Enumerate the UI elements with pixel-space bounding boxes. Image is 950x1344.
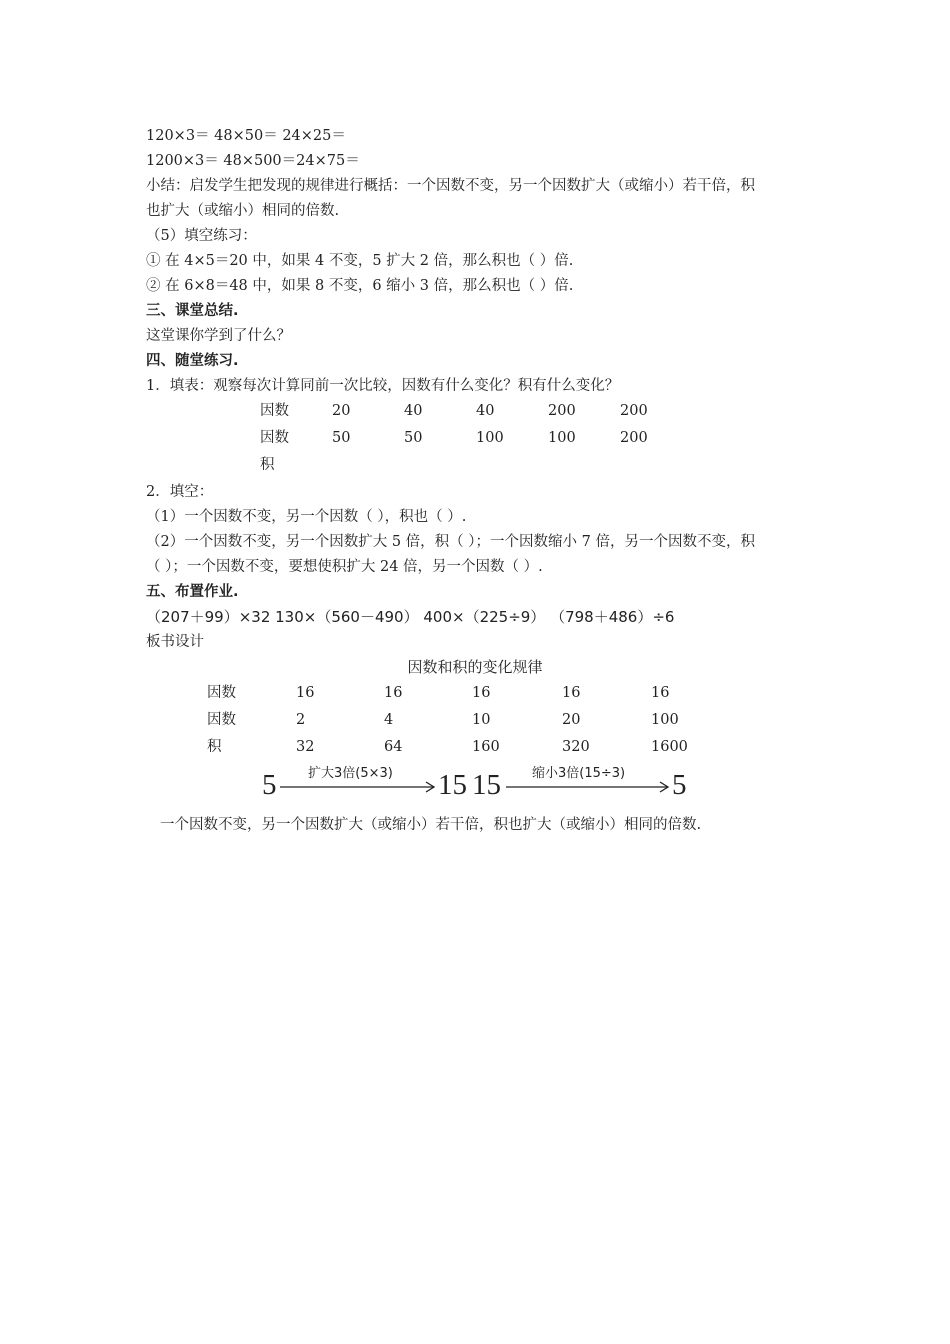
diagram-left-end: 15 — [438, 769, 467, 801]
table-cell: 16 — [472, 685, 491, 701]
table-cell: 200 — [620, 430, 648, 446]
table-cell: 100 — [476, 430, 504, 446]
homework-line: （207＋99）×32 130×（560－490） 400×（225÷9） （798＋486）÷6 — [146, 608, 675, 626]
diagram-right-start: 15 — [472, 769, 501, 801]
diagram-left-start: 5 — [262, 769, 277, 801]
table-cell: 16 — [651, 685, 670, 701]
table-cell: 2 — [296, 712, 306, 728]
practice-item-1: ① 在 4×5＝20 中，如果 4 不变，5 扩大 2 倍，那么积也（ ）倍. — [146, 253, 574, 269]
table-cell: 积 — [207, 739, 222, 755]
table-cell: 20 — [562, 712, 581, 728]
table-cell: 32 — [296, 739, 315, 755]
exercise-2-item-2a: （2）一个因数不变，另一个因数扩大 5 倍，积（ ）；一个因数缩小 7 倍，另一个因数不变，积 — [146, 534, 755, 550]
calc-line-1: 120×3＝ 48×50＝ 24×25＝ — [146, 128, 346, 144]
table-cell: 积 — [260, 457, 275, 473]
exercise-1-instruction: 1．填表：观察每次计算同前一次比较，因数有什么变化？积有什么变化？ — [146, 378, 620, 394]
table-cell: 因数 — [207, 685, 236, 701]
table-cell: 16 — [384, 685, 403, 701]
diagram-left-label: 扩大3倍(5×3) — [308, 766, 393, 781]
diagram-right-end: 5 — [672, 769, 687, 801]
table-cell: 40 — [404, 403, 423, 419]
exercise-2-item-2b: （ ）；一个因数不变，要想使积扩大 24 倍，另一个因数（ ）. — [146, 559, 543, 575]
board-conclusion: 一个因数不变，另一个因数扩大（或缩小）若干倍，积也扩大（或缩小）相同的倍数. — [160, 817, 702, 833]
summary-question: 这堂课你学到了什么？ — [146, 328, 291, 344]
table-cell: 50 — [404, 430, 423, 446]
table-cell: 16 — [562, 685, 581, 701]
exercise-2-heading: 2．填空： — [146, 484, 214, 500]
exercise-2-item-1: （1）一个因数不变，另一个因数（ ），积也（ ）. — [146, 509, 467, 525]
table-cell: 100 — [651, 712, 679, 728]
table-cell: 4 — [384, 712, 394, 728]
calc-line-2: 1200×3＝ 48×500＝24×75＝ — [146, 153, 360, 169]
table-cell: 10 — [472, 712, 491, 728]
table-cell: 因数 — [207, 712, 236, 728]
table-cell: 因数 — [260, 430, 289, 446]
table-cell: 50 — [332, 430, 351, 446]
table-cell: 16 — [296, 685, 315, 701]
right-arrow-icon — [506, 780, 674, 794]
board-title: 因数和积的变化规律 — [407, 658, 543, 676]
board-design-label: 板书设计 — [146, 634, 204, 650]
table-cell: 320 — [562, 739, 590, 755]
practice-item-2: ② 在 6×8＝48 中，如果 8 不变，6 缩小 3 倍，那么积也（ ）倍. — [146, 278, 574, 294]
diagram-right-label: 缩小3倍(15÷3) — [532, 766, 626, 781]
table-cell: 160 — [472, 739, 500, 755]
table-cell: 200 — [548, 403, 576, 419]
section-heading-4: 四、随堂练习. — [146, 353, 239, 369]
section-heading-3: 三、课堂总结. — [146, 303, 239, 319]
table-cell: 1600 — [651, 739, 688, 755]
summary-line-1: 小结：启发学生把发现的规律进行概括：一个因数不变，另一个因数扩大（或缩小）若干倍，积 — [146, 178, 755, 194]
table-cell: 200 — [620, 403, 648, 419]
table-cell: 40 — [476, 403, 495, 419]
table-cell: 64 — [384, 739, 403, 755]
section-heading-5: 五、布置作业. — [146, 584, 239, 600]
fill-practice-heading: （5）填空练习： — [146, 228, 257, 244]
table-cell: 因数 — [260, 403, 289, 419]
table-cell: 20 — [332, 403, 351, 419]
summary-line-2: 也扩大（或缩小）相同的倍数. — [146, 203, 340, 219]
table-cell: 100 — [548, 430, 576, 446]
right-arrow-icon — [280, 780, 440, 794]
